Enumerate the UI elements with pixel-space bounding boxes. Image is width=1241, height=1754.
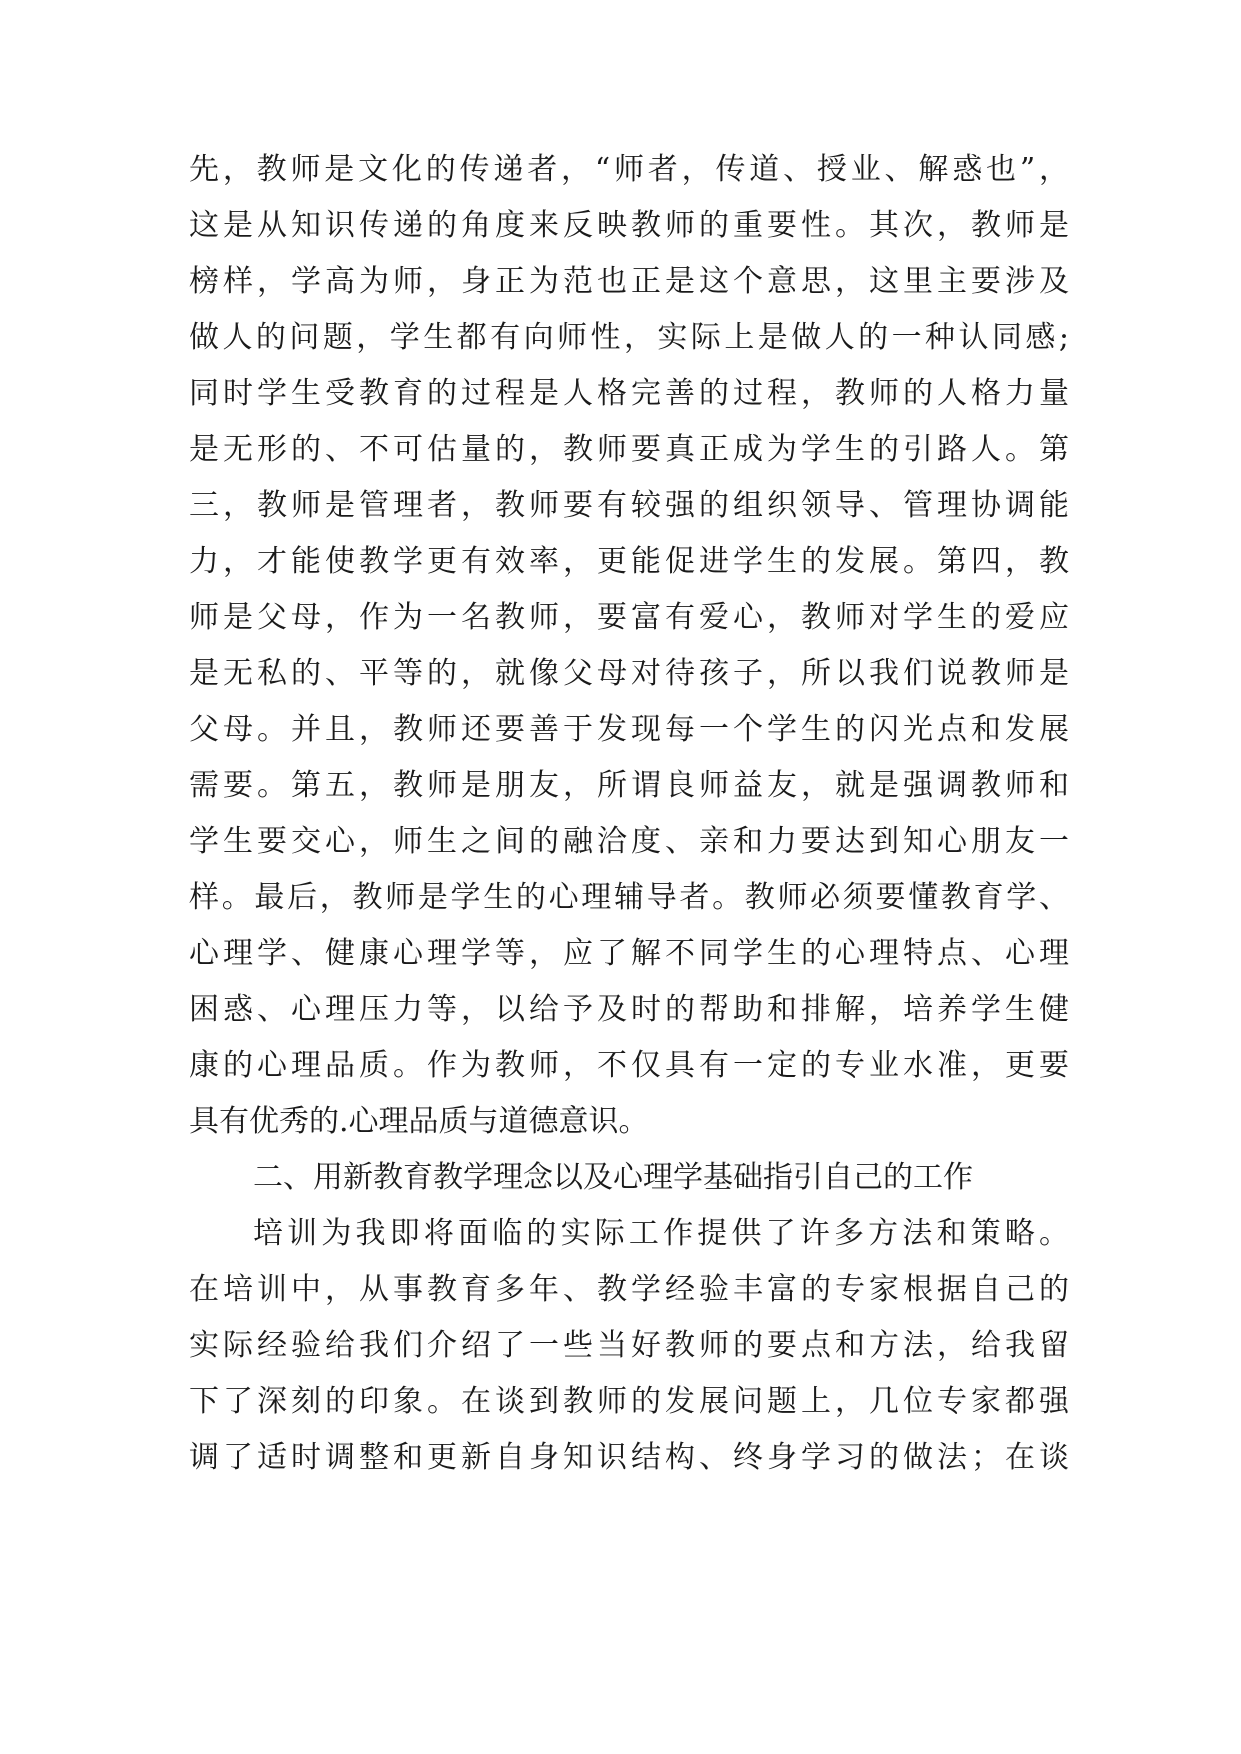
text-line: 学生要交心，师生之间的融洽度、亲和力要达到知心朋友一 (189, 824, 1069, 859)
document-body (189, 142, 1069, 1486)
text-line: 先，教师是文化的传递者，“师者，传道、授业、解惑也”， (189, 152, 1069, 187)
text-line: 力，才能使教学更有效率，更能促进学生的发展。第四，教 (189, 544, 1069, 579)
paragraph (189, 142, 1069, 1150)
text-line: 三，教师是管理者，教师要有较强的组织领导、管理协调能 (189, 488, 1069, 523)
text-line: 康的心理品质。作为教师，不仅具有一定的专业水准，更要 (189, 1048, 1069, 1083)
text-line: 师是父母，作为一名教师，要富有爱心，教师对学生的爱应 (189, 600, 1069, 635)
text-line: 样。最后，教师是学生的心理辅导者。教师必须要懂教育学、 (189, 880, 1069, 915)
text-line: 具有优秀的.心理品质与道德意识。 (189, 1104, 649, 1139)
text-line: 调了适时调整和更新自身知识结构、终身学习的做法；在谈 (189, 1440, 1069, 1475)
text-line: 困惑、心理压力等，以给予及时的帮助和排解，培养学生健 (189, 992, 1069, 1027)
text-line: 同时学生受教育的过程是人格完善的过程，教师的人格力量 (189, 376, 1069, 411)
text-line: 心理学、健康心理学等，应了解不同学生的心理特点、心理 (189, 936, 1069, 971)
text-line: 父母。并且，教师还要善于发现每一个学生的闪光点和发展 (189, 712, 1069, 747)
section-heading: 二、用新教育教学理念以及心理学基础指引自己的工作 (253, 1160, 973, 1195)
text-line: 培训为我即将面临的实际工作提供了许多方法和策略。 (253, 1216, 1069, 1251)
text-line: 在培训中，从事教育多年、教学经验丰富的专家根据自己的 (189, 1272, 1069, 1307)
text-line: 下了深刻的印象。在谈到教师的发展问题上，几位专家都强 (189, 1384, 1069, 1419)
text-line: 做人的问题，学生都有向师性，实际上是做人的一种认同感; (189, 320, 1069, 355)
paragraph (189, 1206, 1069, 1486)
text-line: 是无私的、平等的，就像父母对待孩子，所以我们说教师是 (189, 656, 1069, 691)
text-line: 需要。第五，教师是朋友，所谓良师益友，就是强调教师和 (189, 768, 1069, 803)
text-line: 榜样，学高为师，身正为范也正是这个意思，这里主要涉及 (189, 264, 1069, 299)
text-line: 是无形的、不可估量的，教师要真正成为学生的引路人。第 (189, 432, 1069, 467)
text-line: 这是从知识传递的角度来反映教师的重要性。其次，教师是 (189, 208, 1069, 243)
text-line: 实际经验给我们介绍了一些当好教师的要点和方法，给我留 (189, 1328, 1069, 1363)
